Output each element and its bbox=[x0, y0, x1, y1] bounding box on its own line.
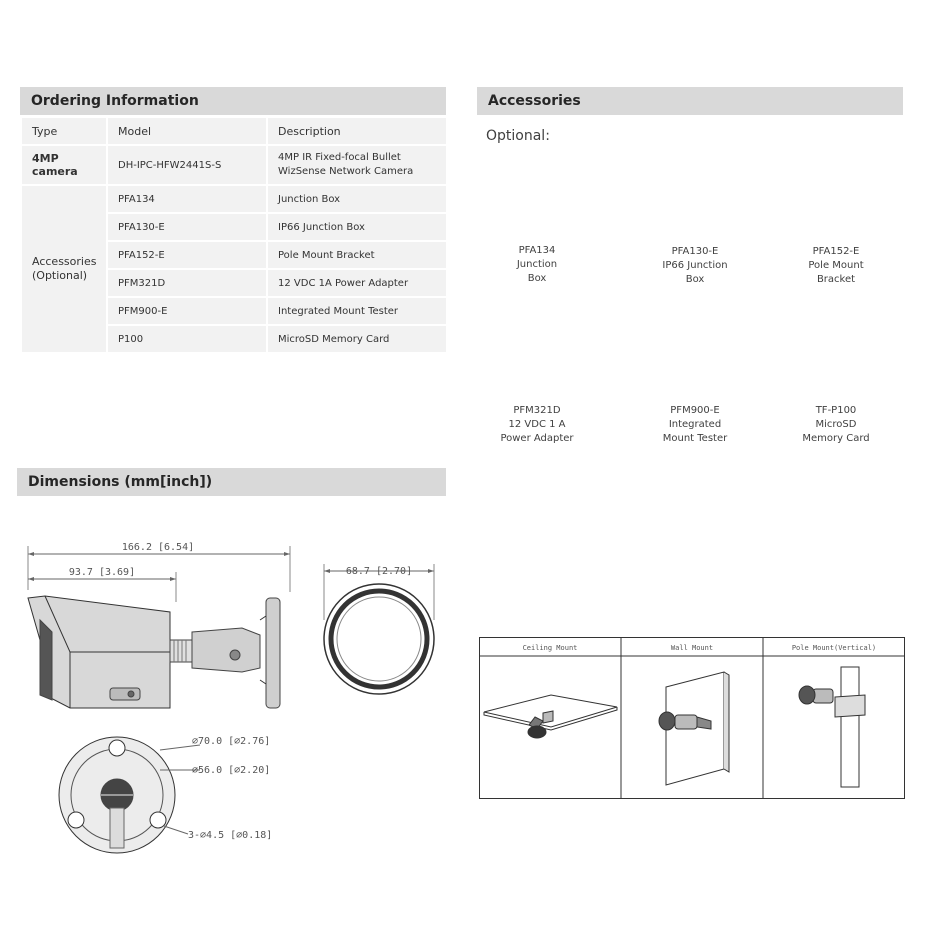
accessory-item-tfp100 bbox=[776, 404, 896, 446]
accessory-line: Box bbox=[685, 274, 705, 285]
accessory-description: Pole Mount Bracket bbox=[267, 241, 447, 269]
ceiling-mount-label: Ceiling Mount bbox=[522, 644, 578, 652]
accessories-type bbox=[21, 185, 107, 353]
accessory-model: P100 bbox=[107, 325, 267, 353]
accessory-name: PFA152-E bbox=[812, 246, 860, 257]
accessory-item-pfm900e bbox=[635, 404, 755, 446]
ordering-table bbox=[20, 116, 448, 354]
camera-type: 4MP camera bbox=[21, 145, 107, 185]
camera-model: DH-IPC-HFW2441S-S bbox=[107, 145, 267, 185]
pole-mount-label: Pole Mount(Vertical) bbox=[791, 644, 877, 652]
dimensions-header: Dimensions (mm[inch]) bbox=[17, 468, 446, 496]
accessory-line: 12 VDC 1 A bbox=[508, 419, 566, 430]
optional-label: Optional: bbox=[486, 128, 550, 144]
header-description: Description bbox=[267, 117, 447, 145]
accessory-item-pfm321d bbox=[477, 404, 597, 446]
type-line: (Optional) bbox=[32, 269, 88, 282]
accessory-description: IP66 Junction Box bbox=[267, 213, 447, 241]
total-length-label: 166.2 [6.54] bbox=[121, 542, 195, 553]
accessory-name: PFM900-E bbox=[670, 405, 720, 416]
accessory-model: PFM900-E bbox=[107, 297, 267, 325]
dimension-drawing bbox=[10, 520, 450, 850]
accessory-item-pfa152e bbox=[776, 245, 896, 287]
accessory-name: TF-P100 bbox=[815, 405, 857, 416]
accessory-line: Power Adapter bbox=[500, 433, 574, 444]
type-line: Accessories bbox=[32, 255, 97, 268]
accessory-model: PFM321D bbox=[107, 269, 267, 297]
accessory-line: Pole Mount bbox=[808, 260, 864, 271]
accessory-description: Junction Box bbox=[267, 185, 447, 213]
base-outer-label: ⌀70.0 [⌀2.76] bbox=[192, 736, 271, 747]
accessory-description: 12 VDC 1A Power Adapter bbox=[267, 269, 447, 297]
accessory-line: Box bbox=[527, 273, 547, 284]
accessories-header: Accessories bbox=[477, 87, 903, 115]
mount-table bbox=[479, 637, 905, 799]
header-model: Model bbox=[107, 117, 267, 145]
accessory-item-pfa134 bbox=[477, 244, 597, 286]
screw-holes-label: 3-⌀4.5 [⌀0.18] bbox=[188, 830, 273, 841]
front-diameter-label: 68.7 [2.70] bbox=[345, 566, 413, 577]
accessory-name: PFA130-E bbox=[671, 246, 719, 257]
accessory-model: PFA134 bbox=[107, 185, 267, 213]
wall-mount-label: Wall Mount bbox=[670, 644, 714, 652]
table-header-row bbox=[21, 117, 447, 145]
table-row bbox=[21, 185, 447, 213]
accessory-line: Memory Card bbox=[802, 433, 870, 444]
accessory-line: Integrated bbox=[668, 419, 722, 430]
accessory-line: Junction bbox=[516, 259, 558, 270]
accessory-line: Bracket bbox=[816, 274, 856, 285]
accessory-model: PFA130-E bbox=[107, 213, 267, 241]
body-length-label: 93.7 [3.69] bbox=[68, 567, 136, 578]
camera-description bbox=[267, 145, 447, 185]
accessory-item-pfa130e bbox=[635, 245, 755, 287]
accessory-model: PFA152-E bbox=[107, 241, 267, 269]
description-line: 4MP IR Fixed-focal Bullet bbox=[278, 152, 401, 163]
accessory-name: PFM321D bbox=[513, 405, 561, 416]
base-inner-label: ⌀56.0 [⌀2.20] bbox=[192, 765, 271, 776]
header-type: Type bbox=[21, 117, 107, 145]
table-row bbox=[21, 145, 447, 185]
accessory-description: MicroSD Memory Card bbox=[267, 325, 447, 353]
accessory-line: IP66 Junction bbox=[662, 260, 728, 271]
ordering-header: Ordering Information bbox=[20, 87, 446, 115]
accessory-line: Mount Tester bbox=[662, 433, 728, 444]
accessory-line: MicroSD bbox=[815, 419, 857, 430]
accessory-name: PFA134 bbox=[518, 245, 556, 256]
accessory-description: Integrated Mount Tester bbox=[267, 297, 447, 325]
description-line: WizSense Network Camera bbox=[278, 166, 414, 177]
